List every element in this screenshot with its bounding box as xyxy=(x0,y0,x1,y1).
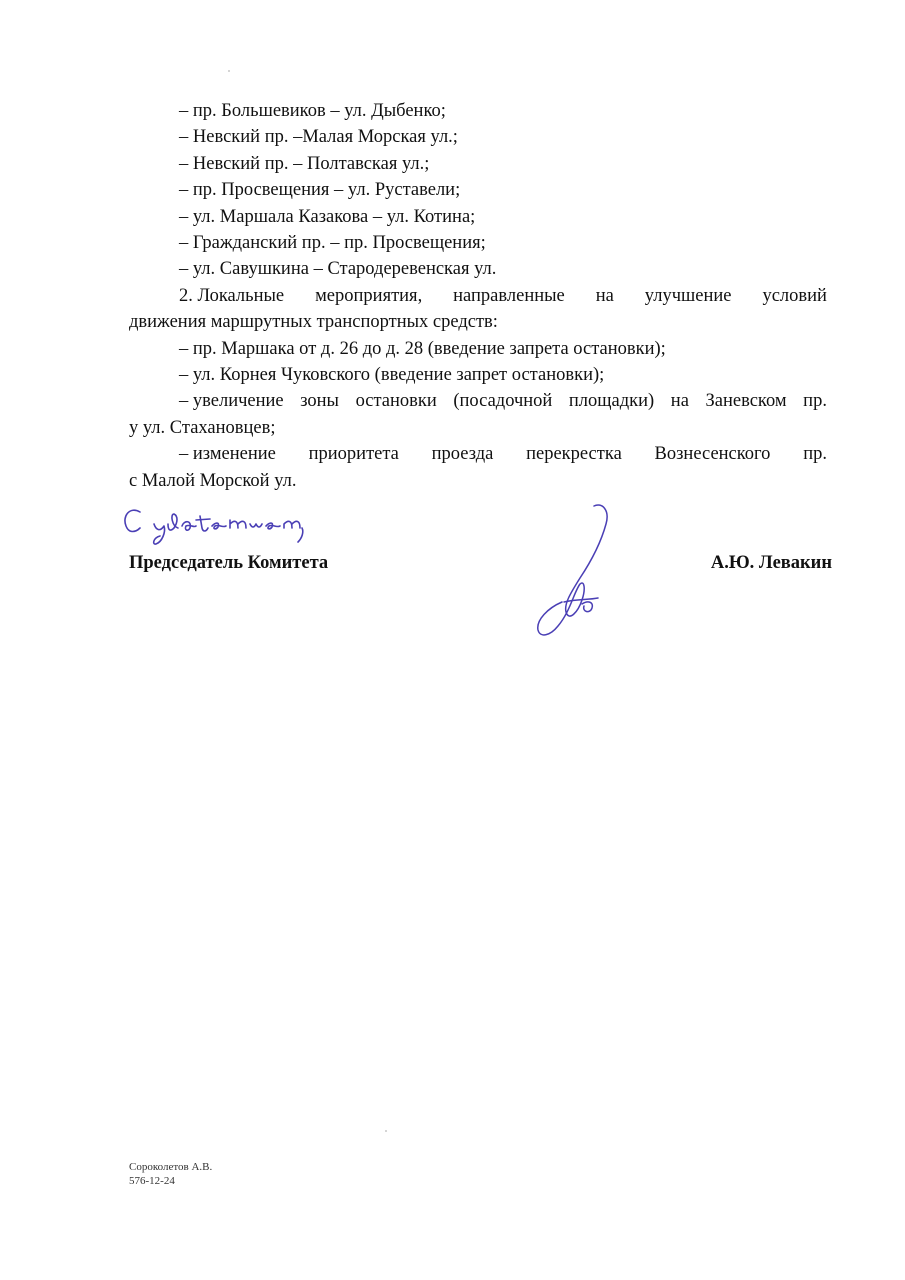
footer-phone: 576-12-24 xyxy=(129,1175,175,1187)
letter-body xyxy=(129,98,827,494)
list-item: – Невский пр. – Полтавская ул.; xyxy=(179,153,430,174)
word: перекрестка xyxy=(526,444,622,465)
word: на xyxy=(595,285,614,306)
word: направленные xyxy=(453,285,565,306)
word: пр. xyxy=(803,391,827,412)
section-2-heading-line-1 xyxy=(129,283,827,309)
signature-block xyxy=(129,553,832,583)
word: остановки xyxy=(355,391,437,412)
scan-speck xyxy=(228,70,230,72)
handwritten-closing xyxy=(120,502,310,555)
list-item: – Гражданский пр. – пр. Просвещения; xyxy=(179,233,486,254)
word: улучшение xyxy=(644,285,732,306)
word: Вознесенского xyxy=(654,444,771,465)
word: площадки) xyxy=(568,391,655,412)
list-item: – Невский пр. –Малая Морская ул.; xyxy=(179,127,458,148)
word: Заневском xyxy=(705,391,787,412)
word: (посадочной xyxy=(453,391,553,412)
word: – увеличение xyxy=(179,391,284,412)
word: 2. Локальные xyxy=(179,285,285,306)
list-item: – пр. Просвещения – ул. Руставели; xyxy=(179,180,461,201)
section-2-item-4-line-1 xyxy=(129,441,827,467)
list-item: – ул. Маршала Казакова – ул. Котина; xyxy=(179,206,476,227)
signatory-name: А.Ю. Левакин xyxy=(710,553,832,573)
word: условий xyxy=(762,285,827,306)
list-item: – пр. Большевиков – ул. Дыбенко; xyxy=(179,101,446,121)
word: пр. xyxy=(803,444,827,465)
word: на xyxy=(670,391,689,412)
section-2-item: – ул. Корнея Чуковского (введение запрет остановки); xyxy=(179,365,605,386)
word: приоритета xyxy=(308,444,399,465)
handwritten-signature xyxy=(528,500,618,650)
footer-author: Сороколетов А.В. xyxy=(129,1161,213,1173)
section-2-heading-line-2: движения маршрутных транспортных средств: xyxy=(129,312,498,333)
scan-speck xyxy=(385,1130,387,1132)
section-2-item-4-line-2: с Малой Морской ул. xyxy=(129,470,297,491)
word: мероприятия, xyxy=(315,285,423,306)
section-2-item-3-line-2: у ул. Стахановцев; xyxy=(129,417,276,438)
section-2-item: – пр. Маршака от д. 26 до д. 28 (введение запрета остановки); xyxy=(179,338,666,359)
signatory-title: Председатель Комитета xyxy=(129,553,329,573)
footer-contact xyxy=(129,1160,212,1188)
section-2-item-3-line-1 xyxy=(129,388,827,414)
word: зоны xyxy=(300,391,339,412)
list-item: – ул. Савушкина – Стародеревенская ул. xyxy=(179,259,497,280)
word: проезда xyxy=(431,444,494,465)
word: – изменение xyxy=(179,444,276,465)
